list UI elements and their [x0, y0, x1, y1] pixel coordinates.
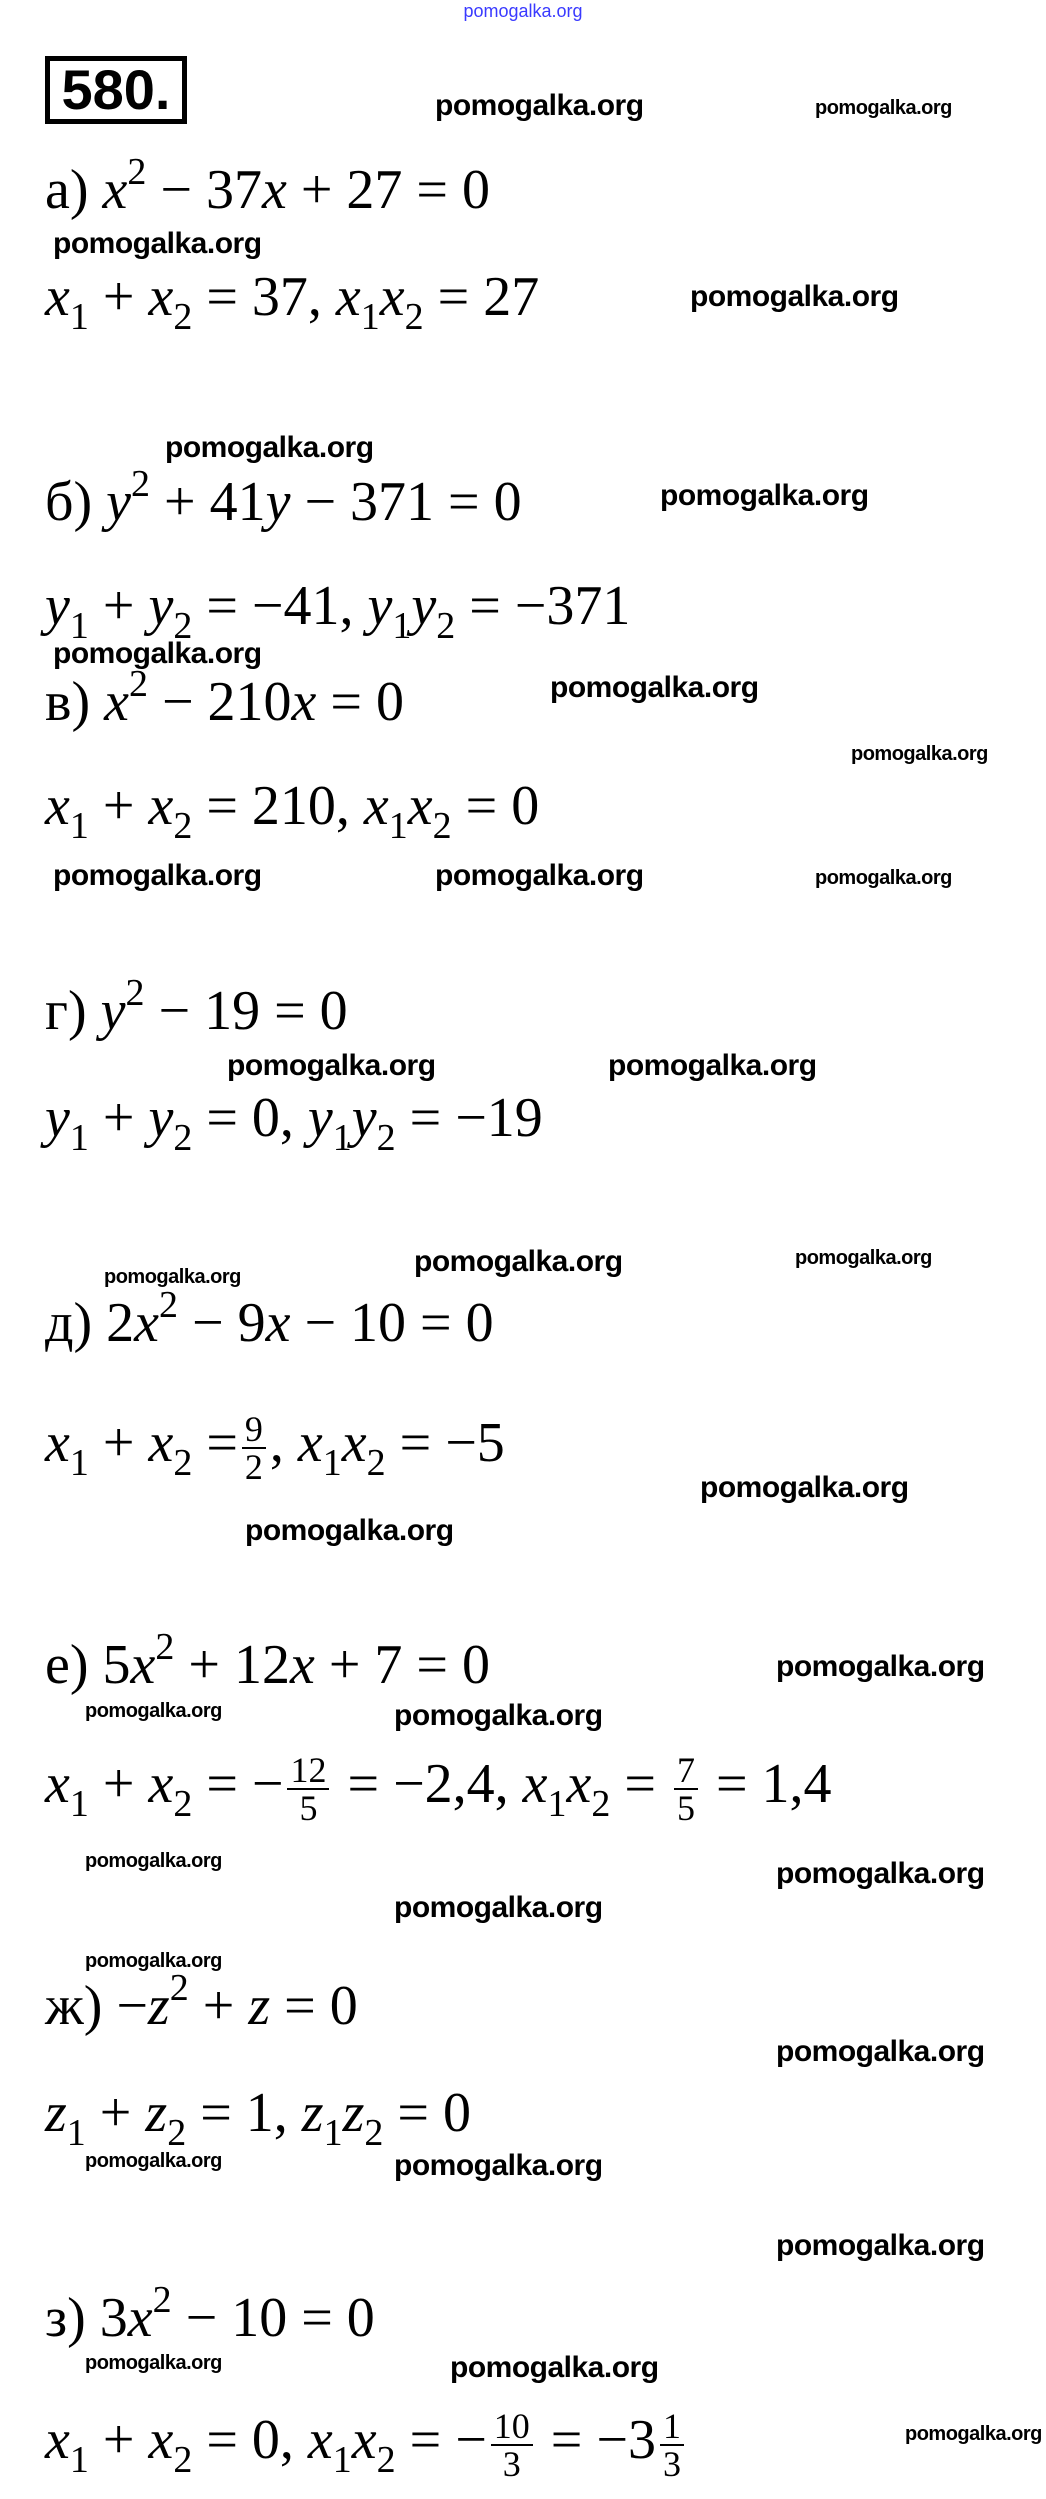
watermark: pomogalka.org: [776, 1650, 985, 1683]
watermark: pomogalka.org: [815, 97, 952, 119]
fraction-numerator: 10: [491, 2408, 533, 2446]
math-variable: y: [367, 575, 393, 637]
watermark: pomogalka.org: [394, 2149, 603, 2182]
math-text: = 210,: [192, 775, 364, 837]
math-variable: x: [127, 2287, 153, 2349]
math-text: в): [45, 671, 105, 733]
math-text: +: [88, 575, 149, 637]
math-exponent: 2: [155, 1626, 175, 1668]
watermark: pomogalka.org: [776, 2229, 985, 2262]
math-text: − 10 = 0: [171, 2287, 375, 2349]
math-variable: y: [45, 1087, 70, 1149]
top-watermark: pomogalka.org: [463, 1, 583, 21]
math-exponent: 2: [152, 2279, 172, 2321]
math-subscript: 1: [69, 1441, 89, 1484]
math-text: = −19: [395, 1087, 543, 1149]
watermark: pomogalka.org: [245, 1514, 454, 1547]
watermark: pomogalka.org: [53, 637, 262, 670]
math-variable: z: [342, 2082, 365, 2144]
math-text: =: [192, 1411, 238, 1474]
watermark: pomogalka.org: [104, 1266, 241, 1288]
math-variable: x: [297, 1411, 323, 1474]
watermark: pomogalka.org: [660, 479, 869, 512]
watermark: pomogalka.org: [905, 2423, 1042, 2445]
watermark: pomogalka.org: [795, 1247, 932, 1269]
math-variable: x: [148, 266, 174, 328]
math-variable: x: [148, 1411, 174, 1474]
math-exponent: 2: [127, 151, 147, 193]
math-text: = 0: [270, 1975, 358, 2037]
math-subscript: 1: [69, 605, 89, 647]
equation-e-eq: [45, 1626, 490, 1696]
watermark: pomogalka.org: [165, 431, 374, 464]
equation-d-ans: [45, 1411, 505, 1485]
watermark: pomogalka.org: [851, 743, 988, 765]
math-text: = 0: [451, 775, 540, 837]
fraction-denominator: 3: [662, 2444, 681, 2484]
equation-zh-eq: [45, 1967, 358, 2037]
math-text: +: [88, 266, 149, 328]
math-fraction: [674, 1752, 698, 1826]
math-subscript: 1: [323, 2112, 343, 2154]
math-text: = 0: [383, 2082, 471, 2144]
math-text: − 210: [147, 671, 292, 733]
equation-g-ans: [45, 1087, 543, 1159]
watermark: pomogalka.org: [690, 280, 899, 313]
watermark: pomogalka.org: [53, 227, 262, 260]
math-text: = 27: [423, 266, 540, 328]
watermark: pomogalka.org: [435, 89, 644, 122]
watermark: pomogalka.org: [394, 1699, 603, 1732]
equation-e-ans: [45, 1752, 832, 1826]
math-variable: z: [301, 2082, 324, 2144]
math-variable: x: [522, 1752, 548, 1815]
fraction-denominator: 3: [502, 2444, 521, 2484]
math-subscript: 1: [392, 605, 412, 647]
math-text: + 27 = 0: [286, 159, 490, 221]
math-subscript: 1: [388, 805, 408, 847]
math-subscript: 2: [173, 1782, 193, 1825]
math-subscript: 1: [69, 1117, 89, 1159]
math-subscript: 2: [376, 1117, 396, 1159]
math-text: +: [88, 2408, 149, 2471]
math-subscript: 2: [376, 2438, 396, 2481]
equation-v-eq: [45, 663, 404, 733]
watermark: pomogalka.org: [85, 2150, 222, 2172]
math-subscript: 1: [322, 1441, 342, 1484]
math-variable: z: [45, 2082, 67, 2144]
math-subscript: 2: [432, 805, 452, 847]
math-text: = −: [395, 2408, 487, 2471]
math-subscript: 2: [366, 1441, 386, 1484]
math-subscript: 2: [173, 2438, 193, 2481]
math-text: = 0: [316, 671, 404, 733]
math-text: б): [45, 471, 107, 533]
math-fraction: [287, 1752, 329, 1826]
math-variable: y: [351, 1087, 377, 1149]
math-fraction: [491, 2408, 533, 2482]
math-subscript: 2: [173, 1441, 193, 1484]
watermark: pomogalka.org: [53, 859, 262, 892]
math-text: = 1,: [186, 2082, 302, 2144]
math-exponent: 2: [159, 1284, 178, 1326]
math-variable: x: [335, 266, 361, 328]
math-variable: x: [291, 671, 317, 733]
equation-z-eq: [45, 2279, 375, 2349]
math-variable: z: [248, 1975, 271, 2037]
watermark: pomogalka.org: [85, 1850, 222, 1872]
math-variable: z: [145, 2082, 168, 2144]
math-variable: x: [104, 671, 129, 733]
math-subscript: 1: [69, 1782, 89, 1825]
math-variable: x: [45, 1752, 70, 1815]
math-variable: x: [363, 775, 389, 837]
math-variable: x: [45, 775, 70, 837]
fraction-numerator: 7: [674, 1752, 698, 1790]
equation-b-eq: [45, 463, 522, 533]
watermark: pomogalka.org: [815, 867, 952, 889]
equation-d-eq: [45, 1284, 494, 1354]
math-variable: y: [148, 1087, 174, 1149]
math-subscript: 2: [591, 1782, 611, 1825]
math-subscript: 1: [69, 296, 89, 338]
math-text: + 7 = 0: [314, 1634, 490, 1696]
math-text: = −3: [536, 2408, 656, 2471]
fraction-numerator: 1: [660, 2408, 684, 2446]
math-text: = 0,: [192, 2408, 308, 2471]
math-variable: x: [265, 1292, 291, 1354]
problem-number: 580.: [45, 56, 187, 124]
math-text: = −371: [455, 575, 631, 637]
math-text: +: [85, 2082, 146, 2144]
fraction-denominator: 2: [244, 1447, 263, 1487]
math-text: + 12: [174, 1634, 290, 1696]
watermark: pomogalka.org: [550, 671, 759, 704]
math-text: =: [610, 1752, 670, 1815]
watermark: pomogalka.org: [85, 2352, 222, 2374]
math-variable: x: [351, 2408, 377, 2471]
math-subscript: 2: [173, 805, 193, 847]
math-variable: y: [307, 1087, 333, 1149]
math-variable: y: [411, 575, 437, 637]
watermark: pomogalka.org: [700, 1471, 909, 1504]
watermark: pomogalka.org: [85, 1950, 222, 1972]
equation-a-eq: [45, 151, 490, 221]
watermark: pomogalka.org: [394, 1891, 603, 1924]
math-variable: x: [130, 1634, 156, 1696]
math-subscript: 2: [364, 2112, 384, 2154]
math-text: − 10 = 0: [290, 1292, 494, 1354]
math-exponent: 2: [125, 972, 145, 1014]
equation-zh-ans: [45, 2082, 471, 2154]
watermark: pomogalka.org: [776, 2035, 985, 2068]
watermark: pomogalka.org: [435, 859, 644, 892]
watermark: pomogalka.org: [450, 2351, 659, 2384]
watermark: pomogalka.org: [85, 1700, 222, 1722]
math-text: е) 5: [45, 1634, 131, 1696]
math-text: а): [45, 159, 103, 221]
math-subscript: 1: [69, 2438, 89, 2481]
math-exponent: 2: [128, 663, 148, 705]
math-subscript: 1: [332, 2438, 352, 2481]
math-text: = −2,4,: [333, 1752, 523, 1815]
equation-v-ans: [45, 775, 540, 847]
math-subscript: 1: [66, 2112, 86, 2154]
math-variable: x: [148, 775, 174, 837]
math-subscript: 1: [547, 1782, 567, 1825]
math-fraction: [660, 2408, 684, 2482]
math-subscript: 2: [436, 605, 456, 647]
math-text: +: [88, 775, 149, 837]
math-variable: x: [148, 2408, 174, 2471]
math-text: − 371 = 0: [290, 471, 522, 533]
math-variable: x: [307, 2408, 333, 2471]
math-subscript: 2: [173, 1117, 193, 1159]
math-variable: x: [379, 266, 405, 328]
math-subscript: 1: [332, 1117, 352, 1159]
math-text: − 37: [146, 159, 262, 221]
math-text: + 41: [150, 471, 266, 533]
math-variable: x: [134, 1292, 159, 1354]
math-variable: z: [147, 1975, 170, 2037]
math-text: +: [88, 1411, 149, 1474]
math-variable: y: [265, 471, 291, 533]
fraction-denominator: 5: [676, 1788, 695, 1828]
math-text: ж) −: [45, 1975, 148, 2037]
math-variable: x: [45, 1411, 70, 1474]
math-text: = −5: [385, 1411, 505, 1474]
math-text: ,: [269, 1411, 298, 1474]
math-text: = 1,4: [701, 1752, 832, 1815]
math-subscript: 1: [360, 296, 380, 338]
math-text: г): [45, 980, 101, 1042]
math-variable: y: [100, 980, 126, 1042]
math-text: − 19 = 0: [144, 980, 348, 1042]
math-text: = −: [192, 1752, 284, 1815]
watermark: pomogalka.org: [608, 1049, 817, 1082]
math-fraction: [242, 1411, 266, 1485]
equation-z-ans: [45, 2408, 688, 2482]
math-text: д) 2: [45, 1292, 135, 1354]
math-text: з) 3: [45, 2287, 128, 2349]
math-text: = −41,: [192, 575, 368, 637]
watermark: pomogalka.org: [227, 1049, 436, 1082]
math-exponent: 2: [131, 463, 150, 505]
watermark: pomogalka.org: [776, 1857, 985, 1890]
math-subscript: 2: [173, 296, 193, 338]
math-variable: y: [148, 575, 174, 637]
fraction-denominator: 5: [299, 1788, 318, 1828]
math-text: − 9: [178, 1292, 266, 1354]
watermark: pomogalka.org: [414, 1245, 623, 1278]
equation-b-ans: [45, 575, 631, 647]
math-variable: x: [261, 159, 287, 221]
math-text: = 0,: [192, 1087, 308, 1149]
math-variable: x: [45, 266, 70, 328]
math-variable: x: [566, 1752, 592, 1815]
fraction-numerator: 12: [287, 1752, 329, 1790]
math-subscript: 2: [167, 2112, 187, 2154]
math-text: +: [188, 1975, 249, 2037]
math-variable: y: [106, 471, 131, 533]
math-subscript: 2: [404, 296, 424, 338]
math-subscript: 1: [69, 805, 89, 847]
math-text: +: [88, 1752, 149, 1815]
math-variable: x: [407, 775, 433, 837]
math-variable: x: [102, 159, 128, 221]
math-text: +: [88, 1087, 149, 1149]
math-variable: y: [45, 575, 70, 637]
math-variable: x: [148, 1752, 174, 1815]
math-variable: x: [289, 1634, 315, 1696]
math-exponent: 2: [169, 1967, 189, 2009]
math-variable: x: [45, 2408, 70, 2471]
math-subscript: 2: [173, 605, 193, 647]
equation-g-eq: [45, 972, 348, 1042]
fraction-numerator: 9: [242, 1411, 266, 1449]
math-variable: x: [341, 1411, 367, 1474]
math-text: = 37,: [192, 266, 336, 328]
equation-a-ans: [45, 266, 540, 338]
